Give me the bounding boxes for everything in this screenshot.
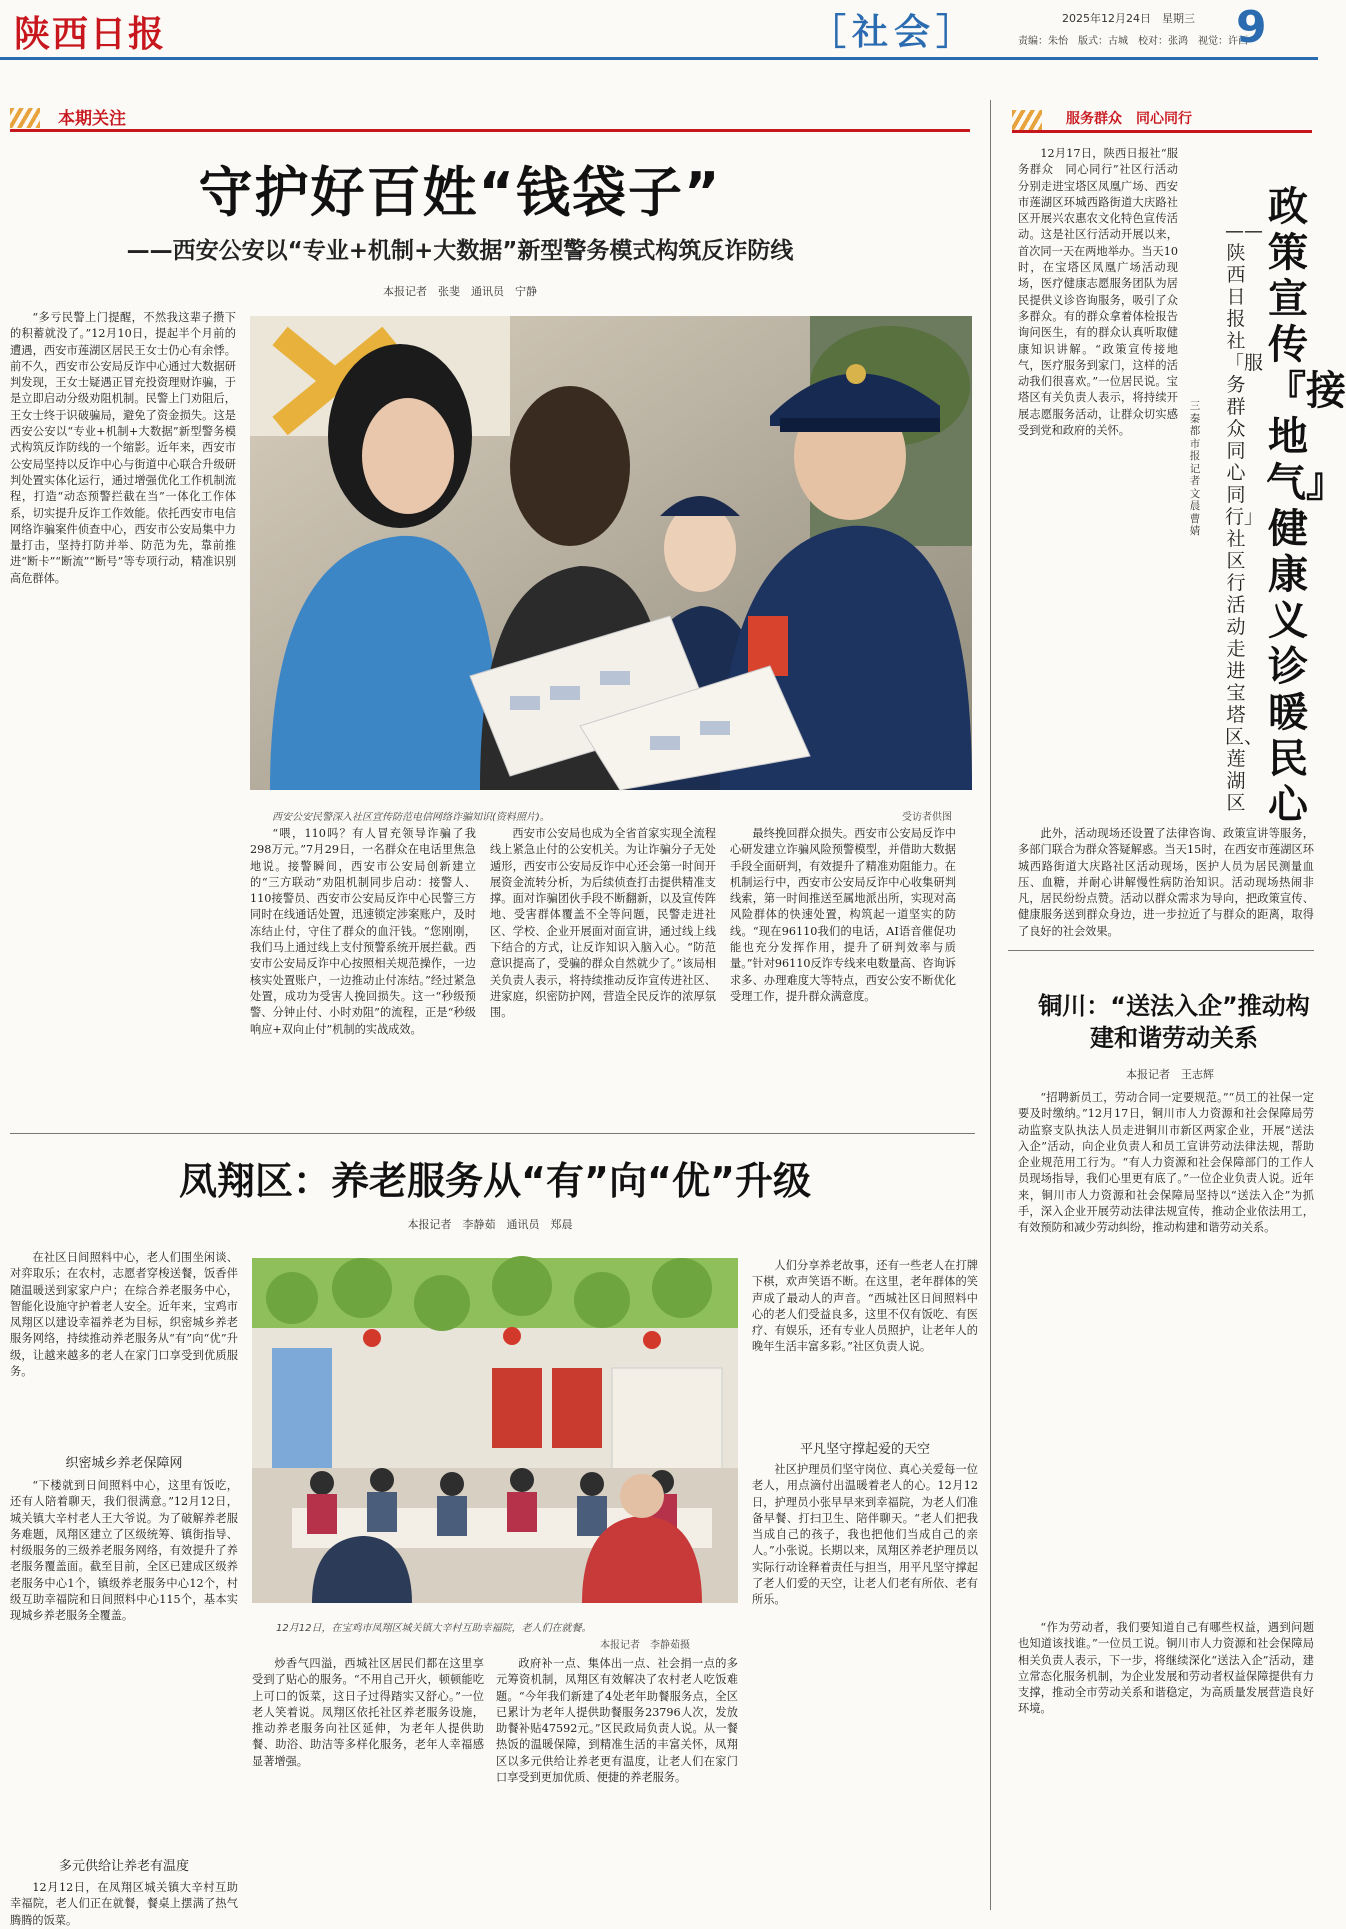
tag-underline [1012, 130, 1312, 133]
article-column: 政府补一点、集体出一点、社会捐一点的多元筹资机制，凤翔区有效解决了农村老人吃饭难题。“今年我们新建了4处老年助餐服务点，全区已累计为老年人提供助餐服务23796人次，发放助餐补贴47592元。”区民政局负责人说。从一餐热饭的温暖保障，到精准生活的丰富关怀，凤翔区以多元供给让养老更有温度，让老人们在家门口享受到更加优质、便捷的养老服务。 [496, 1657, 738, 1785]
column-divider [990, 100, 991, 1910]
newspaper-logo: 陕西日报 [14, 13, 167, 55]
article-column: “招聘新员工，劳动合同一定要规范。”“员工的社保一定要及时缴纳。”12月17日，铜川市人力资源和社会保障局劳动监察支队执法人员走进铜川市新区两家企业，开展“送法入企”活动，向企业负责人和员工宣讲劳动法律法规，帮助企业规范用工行为。“有人力资源和社会保障部门的工作人员现场指导，我们心里更有底了。”一位企业负责人说。近年来，铜川市人力资源和社会保障局坚持以“送法入企”为抓手，深入企业开展劳动法律法规宣传，推动企业依法用工，有效预防和减少劳动纠纷，推动构建和谐劳动关系。 [1018, 1091, 1314, 1235]
tongchuan-byline: 本报记者 王志辉 [1126, 1068, 1214, 1081]
subhead: 平凡坚守撑起爱的天空 [799, 1442, 930, 1457]
elderly-dining-illustration [252, 1258, 738, 1603]
article-column: “喂，110吗？有人冒充领导诈骗了我298万元。”7月29日，一名群众在电话里焦急地说。接警瞬间，西安市公安局创新建立的“三方联动”劝阻机制同步启动：接警人、110接警员、西安市公安局反诈中心民警三方同时在线通话处置，迅速锁定涉案账户，及时冻结止付，守住了群众的血汗钱。“您刚刚，我们马上通过线上支付预警系统开展拦截。西安市公安局反诈中心按照相关规范操作，一边核实处置账户，一边推动止付冻结。”经过紧急处置，成功为受害人挽回损失。这一“秒级预警、分钟止付、小时劝阻”的流程，正是“秒级响应+双向止付”机制的实战成效。 [250, 827, 476, 1036]
byline: 本报记者 张斐 通讯员 宁静 [383, 285, 537, 298]
column-tag: 本期关注 [58, 109, 126, 129]
elderly-dining-photo [252, 1258, 738, 1603]
article-column: 炒香气四溢，西城社区居民们都在这里享受到了贴心的服务。“不用自己开火，顿顿能吃上可口的饭菜，这日子过得踏实又舒心。”一位老人笑着说。凤翔区依托社区养老服务设施，推动养老服务向社区延伸，为老年人提供助餐、助浴、助洁等多样化服务，老年人幸福感显著增强。 [252, 1657, 484, 1768]
article-column: 12月17日，陕西日报社“服务群众 同心同行”社区行活动分别走进宝塔区凤凰广场、西安市莲湖区环城西路街道大庆路社区开展兴农惠农文化特色宣传活动。这是社区行活动开展以来，首次同一天在两地举办。当天10时，在宝塔区凤凰广场活动现场，医疗健康志愿服务团队为居民提供义诊咨询服务，吸引了众多群众。有的群众拿着体检报告询问医生，有的群众认真听取健康知识讲解。“政策宣传接地气，医疗服务到家门，这样的活动我们很喜欢。”一位居民说。宝塔区有关负责人表示，将持续开展志愿服务活动，让群众切实感受到党和政府的关怀。 [1018, 147, 1178, 438]
section-divider [10, 1133, 975, 1134]
editor-credits: 责编：朱怡 版式：古城 校对：张鸿 视觉：许西 [1018, 36, 1248, 47]
section-divider [1008, 950, 1314, 951]
article-column: 社区护理员们坚守岗位、真心关爱每一位老人，用点滴付出温暖着老人的心。12月12日，护理员小张早早来到幸福院，为老人们准备早餐、打扫卫生、陪伴聊天。“老人们把我当成自己的孩子，我也把他们当成自己的亲人。”小张说。长期以来，凤翔区养老护理员以实际行动诠释着责任与担当，用平凡坚守撑起了老人们爱的天空，让老人们老有所依、老有所乐。 [752, 1463, 978, 1607]
photo-caption: 12月12日，在宝鸡市凤翔区城关镇大辛村互助幸福院，老人们在就餐。 [276, 1623, 592, 1634]
second-byline: 本报记者 李静茹 通讯员 郑晨 [407, 1218, 573, 1231]
article-column: 人们分享养老故事，还有一些老人在打牌下棋，欢声笑语不断。在这里，老年群体的笑声成了最动人的声音。“西城社区日间照料中心的老人们受益良多，这里不仅有饭吃、有医疗、有娱乐，还有专业人员照护，让老年人的晚年生活丰富多彩。”社区负责人说。 [752, 1259, 978, 1354]
police-photo-illustration [250, 316, 972, 790]
sidebar-byline: 三秦都市报记者 文晨 曹婧 [1189, 400, 1211, 537]
article-column: “下楼就到日间照料中心，这里有饭吃，还有人陪着聊天，我们很满意。”12月12日，城关镇大辛村老人王大爷说。为了破解养老服务难题，凤翔区建立了区级统筹、镇街指导、村级服务的三级养老服务网络，有效提升了养老服务覆盖面。截至目前，全区已建成区级养老服务中心1个，镇级养老服务中心12个，村级互助幸福院和日间照料中心115个，基本实现城乡养老服务全覆盖。 [10, 1479, 238, 1623]
subhead: 织密城乡养老保障网 [65, 1456, 183, 1471]
headline: 守护好百姓“钱袋子” [198, 161, 722, 224]
issue-date: 2025年12月24日 星期三 [1062, 12, 1195, 25]
subheadline: ——西安公安以“专业+机制+大数据”新型警务模式构筑反诈防线 [126, 238, 794, 264]
article-column: 最终挽回群众损失。西安市公安局反诈中心研发建立诈骗风险预警模型，并借助大数据手段全面研判，有效提升了精准劝阻能力。在机制运行中，西安市公安局反诈中心收集研判线索，第一时间推送至属地派出所，实现对高风险群体的快速处置，构筑起一道坚实的防线。“现在96110我们的电话，AI语音催促功能也充分发挥作用，提升了研判效率与质量。”针对96110反诈专线来电数量高、咨询诉求多、办理难度大等特点，西安公安不断优化受理工作，提升群众满意度。 [730, 827, 956, 1003]
page-number: 9 [1236, 2, 1267, 53]
second-headline: 凤翔区：养老服务从“有”向“优”升级 [179, 1159, 811, 1203]
photo-caption: 西安公安民警深入社区宣传防范电信网络诈骗知识(资料照片)。 [272, 812, 550, 823]
article-column: 西安市公安局也成为全省首家实现全流程线上紧急止付的公安机关。为让诈骗分子无处遁形，西安市公安局反诈中心还会第一时间开展资金流转分析，为后续侦查打击提供精准支撑。面对诈骗团伙手段不断翻新，以及宣传阵地、受害群体覆盖不全等问题，民警走进社区、学校、企业开展面对面宣讲，通过线上线下结合的方式，让反诈知识入脑入心。“防范意识提高了，受骗的群众自然就少了。”该局相关负责人表示，将持续推动反诈宣传进社区、进家庭，织密防护网，营造全民反诈的浓厚氛围。 [490, 827, 716, 1020]
section-name: ［社会］ [810, 12, 979, 53]
article-column: 12月12日，在凤翔区城关镇大辛村互助幸福院，老人们正在就餐，餐桌上摆满了热气腾腾的饭菜。 [10, 1881, 238, 1927]
photo-credit: 受访者供图 [902, 812, 952, 823]
stripe-icon [1012, 110, 1042, 130]
article-column: 在社区日间照料中心，老人们围坐闲谈、对弈取乐；在农村，志愿者穿梭送餐，饭香伴随温暖送到家家户户；在综合养老服务中心，智能化设施守护着老人安全。近年来，宝鸡市凤翔区以建设幸福养老为目标，织密城乡养老服务网络，持续推动养老服务从“有”向“优”升级，让越来越多的老人在家门口享受到优质服务。 [10, 1251, 238, 1379]
article-column: 此外，活动现场还设置了法律咨询、政策宣讲等服务，多部门联合为群众答疑解惑。当天15时，在西安市莲湖区环城西路街道大庆路社区活动现场，医护人员为居民测量血压、血糖，并耐心讲解慢性病防治知识。活动现场热闹非凡，居民纷纷点赞。活动以群众需求为导向，把政策宣传、健康服务送到群众身边，进一步拉近了与群众的距离，取得了良好的社会效果。 [1018, 827, 1314, 938]
subhead: 多元供给让养老有温度 [58, 1859, 189, 1874]
article-column: “作为劳动者，我们要知道自己有哪些权益，遇到问题也知道该找谁。”一位员工说。铜川市人力资源和社会保障局相关负责人表示，下一步，将继续深化“送法入企”活动，建立常态化服务机制，为企业发展和劳动者权益保障提供有力支撑，推动全市劳动关系和谐稳定，为高质量发展营造良好环境。 [1018, 1621, 1314, 1716]
police-photo [250, 316, 972, 790]
article-column: “多亏民警上门提醒，不然我这辈子攒下的积蓄就没了。”12月10日，提起半个月前的遭遇，西安市莲湖区居民王女士仍心有余悸。前不久，西安市公安局反诈中心通过大数据研判发现，王女士疑遇正冒充投资理财诈骗，于是立即启动分级劝阻机制。民警上门劝阻后，王女士终于识破骗局，避免了资金损失。这是西安公安以“专业+机制+大数据”新型警务模式构筑反诈防线的一个缩影。近年来，西安市公安局坚持以反诈中心与街道中心联合升级研判处置实体化运行，通过增强优化工作机制流程，打造“动态预警拦截在当”一体化工作体系，切实提升反诈工作效能。依托西安市电信网络诈骗案件侦查中心，西安市公安局集中力量打击，坚持打防并举、防范为先，靠前推进“断卡”“断流”“断号”等专项行动，精准识别高危群体。 [10, 311, 236, 585]
tag-underline [10, 129, 970, 132]
sidebar-tag: 服务群众 同心同行 [1066, 111, 1192, 127]
tongchuan-headline: 铜川：“送法入企”推动构建和谐劳动关系 [1038, 992, 1310, 1052]
stripe-icon [10, 108, 40, 128]
sidebar-headline: 政策宣传『接地气』健康义诊暖民心 [1266, 184, 1346, 828]
photo-credit: 本报记者 李静茹摄 [600, 1640, 690, 1651]
sidebar-subheadline: ——陕西日报社「服务群众 同心同行」社区行活动走进宝塔区、莲湖区 [1225, 220, 1265, 814]
